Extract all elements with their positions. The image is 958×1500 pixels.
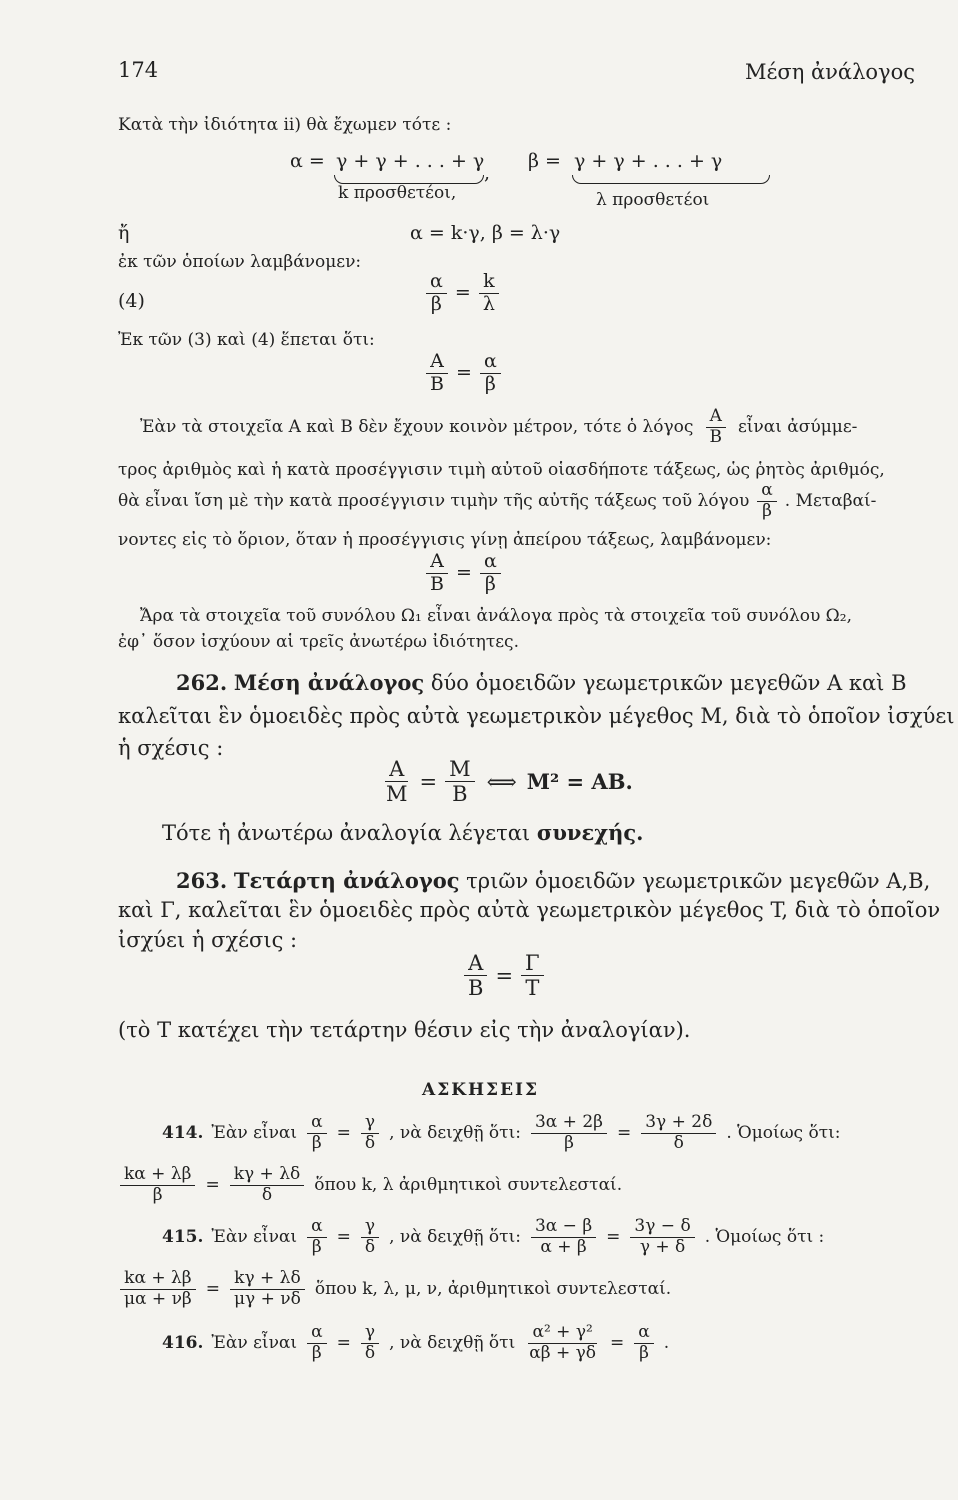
section-262-line-1 — [176, 670, 907, 695]
s262-rhs: M² = AB. — [526, 769, 633, 795]
e415-eq3: = — [205, 1279, 220, 1300]
e415-number: 415. — [162, 1227, 204, 1248]
eq6-equals: = — [456, 561, 472, 584]
exercise-415-line-2 — [118, 1270, 671, 1309]
p4-l1a: Ἐὰν τὰ στοιχεῖα A καὶ B δὲν ἔχουν κοινὸν μέτρον, τότε ὁ λόγος — [140, 417, 694, 438]
e416-number: 416. — [162, 1333, 204, 1354]
eq4-equals: = — [454, 281, 471, 304]
e414-f5n: kα + λβ — [120, 1166, 195, 1186]
eq4 — [424, 272, 501, 315]
e414-f4n: 3γ + 2δ — [641, 1114, 716, 1134]
exercise-416-line-1 — [162, 1324, 669, 1363]
s263-den2: T — [525, 976, 540, 1001]
e415-b: , νὰ δειχθῇ ὅτι: — [389, 1227, 521, 1248]
e415-f1d: β — [311, 1236, 322, 1257]
e415-f5d: μα + νβ — [124, 1288, 192, 1309]
eq6 — [424, 552, 503, 595]
beta-lhs: β = — [528, 150, 561, 172]
section-262-line-3: ἡ σχέσις : — [118, 736, 224, 760]
e416-f4n: α — [634, 1324, 653, 1344]
e414-f6n: kγ + λδ — [230, 1166, 305, 1186]
s262-num1: A — [385, 758, 408, 782]
beta-sum: γ + γ + . . . + γ — [574, 150, 723, 172]
section-263-rest: τριῶν ὁμοειδῶν γεωμετρικῶν μεγεθῶν A,B, — [466, 869, 931, 893]
p4-l3-den: β — [762, 500, 772, 521]
p4-l1-num: A — [706, 408, 726, 428]
eq6-num2: α — [480, 552, 501, 574]
e414-eq1: = — [336, 1123, 351, 1144]
e415-f4n: 3γ − δ — [630, 1218, 694, 1238]
sum-comma: , — [484, 162, 491, 184]
s262-num2: M — [445, 758, 475, 782]
e414-f4d: δ — [673, 1132, 684, 1153]
l-brace-label: λ προσθετέοι — [596, 190, 710, 210]
e416-eq2: = — [610, 1333, 625, 1354]
exercise-415-line-1 — [162, 1218, 824, 1257]
eq6-den1: B — [430, 572, 444, 595]
eq6-den2: β — [484, 572, 496, 595]
e414-f1d: β — [311, 1132, 322, 1153]
exercises-heading: ΑΣΚΗΣΕΙΣ — [422, 1080, 539, 1100]
e415-f3d: α + β — [540, 1236, 587, 1257]
s262-equals: = — [419, 769, 438, 794]
section-262-title: Μέση ἀνάλογος — [233, 670, 425, 695]
e416-f3d: αβ + γδ — [529, 1342, 597, 1363]
e415-f4d: γ + δ — [639, 1236, 686, 1257]
eq4-den1: β — [430, 292, 442, 315]
e415-a: Ἐὰν εἶναι — [211, 1227, 298, 1248]
e416-f4d: β — [639, 1342, 649, 1363]
s263-num1: A — [464, 952, 487, 976]
e415-f2d: δ — [364, 1236, 376, 1257]
e414-f1n: α — [307, 1114, 326, 1134]
eq4-num2: k — [479, 272, 499, 294]
e414-f5d: β — [152, 1184, 163, 1205]
e415-f6n: kγ + λδ — [230, 1270, 305, 1290]
e414-f2d: δ — [364, 1132, 376, 1153]
e415-f2n: γ — [361, 1218, 379, 1238]
or-word: ἤ — [118, 222, 130, 244]
p4-l3b: . Μεταβαί- — [784, 491, 877, 512]
e415-d: ὅπου k, λ, μ, ν, ἀριθμητικοὶ συντελεσταί. — [314, 1279, 672, 1300]
incommensurable-line-1 — [140, 408, 857, 447]
e414-f6d: δ — [261, 1184, 273, 1205]
e415-f5n: kα + λβ — [120, 1270, 195, 1290]
eq5-den1: B — [430, 372, 444, 395]
e415-eq2: = — [606, 1227, 621, 1248]
e414-b: , νὰ δειχθῇ ὅτι: — [389, 1123, 521, 1144]
s262-after-b: συνεχής. — [536, 820, 644, 845]
consequence-line: Ἐκ τῶν (3) καὶ (4) ἕπεται ὅτι: — [118, 330, 375, 350]
p4-l1-den: B — [709, 426, 722, 447]
e416-f2d: δ — [364, 1342, 376, 1363]
eq5-den2: β — [484, 372, 496, 395]
eq4-label: (4) — [118, 290, 145, 312]
section-263-line-3: ἰσχύει ἡ σχέσις : — [118, 928, 298, 952]
s262-den2: B — [452, 782, 468, 807]
incommensurable-line-4: νοντες εἰς τὸ ὅριον, ὅταν ἡ προσέγγισις γίνῃ ἀπείρου τάξεως, λαμβάνομεν: — [118, 530, 772, 550]
taking-line: ἐκ τῶν ὁποίων λαμβάνομεν: — [118, 252, 362, 272]
intro-line: Κατὰ τὴν ἰδιότητα ii) θὰ ἔχωμεν τότε : — [118, 115, 452, 135]
section-262-rest: δύο ὁμοειδῶν γεωμετρικῶν μεγεθῶν A καὶ B — [430, 671, 907, 695]
e415-f1n: α — [307, 1218, 326, 1238]
running-title: Μέση ἀνάλογος — [745, 60, 916, 84]
s262-after-a: Τότε ἡ ἀνωτέρω ἀναλογία λέγεται — [162, 821, 531, 845]
section-263-number: 263. — [176, 868, 228, 893]
incommensurable-line-2: τρος ἀριθμὸς καὶ ἡ κατὰ προσέγγισιν τιμὴ αὐτοῦ οἱασδήποτε τάξεως, ὡς ῥητὸς ἀριθμός, — [118, 460, 885, 480]
eq6-num1: A — [426, 552, 448, 574]
section-262-after — [162, 820, 643, 845]
p4-l3a: θὰ εἶναι ἴση μὲ τὴν κατὰ προσέγγισιν τιμὴν τῆς αὐτῆς τάξεως τοῦ λόγου — [118, 491, 750, 512]
e416-f3n: α² + γ² — [528, 1324, 596, 1344]
eq5-num2: α — [480, 352, 501, 374]
e414-number: 414. — [162, 1123, 204, 1144]
e414-eq3: = — [205, 1175, 220, 1196]
s262-den1: M — [386, 782, 408, 807]
conclusion-line-1: Ἄρα τὰ στοιχεῖα τοῦ συνόλου Ω₁ εἶναι ἀνάλογα πρὸς τὰ στοιχεῖα τοῦ συνόλου Ω₂, — [140, 606, 852, 626]
section-262-equation — [380, 758, 633, 805]
e416-f2n: γ — [361, 1324, 379, 1344]
section-263-line-2: καὶ Γ, καλεῖται ἓν ὁμοειδὲς πρὸς αὐτὰ γεωμετρικὸν μέγεθος T, διὰ τὸ ὁποῖον — [118, 898, 941, 922]
section-262-number: 262. — [176, 670, 228, 695]
e415-f3n: 3α − β — [531, 1218, 596, 1238]
eq4-num1: α — [426, 272, 447, 294]
eq5 — [424, 352, 503, 395]
l-brace — [572, 175, 770, 184]
s263-den1: B — [468, 976, 484, 1001]
s263-equals: = — [495, 963, 514, 988]
e414-d: ὅπου k, λ ἀριθμητικοὶ συντελεσταί. — [314, 1175, 623, 1196]
s262-arrow: ⟺ — [486, 769, 517, 794]
e415-f6d: μγ + νδ — [234, 1288, 301, 1309]
e414-f3n: 3α + 2β — [531, 1114, 607, 1134]
eq5-num1: A — [426, 352, 448, 374]
eq4-den2: λ — [482, 292, 495, 315]
exercise-414-line-2 — [118, 1166, 622, 1205]
e414-f3d: β — [564, 1132, 574, 1153]
e414-a: Ἐὰν εἶναι — [211, 1123, 298, 1144]
e415-eq1: = — [336, 1227, 351, 1248]
section-263-line-1 — [176, 868, 930, 893]
section-263-equation — [462, 952, 546, 999]
conclusion-line-2: ἐφ᾽ ὅσον ἰσχύουν αἱ τρεῖς ἀνωτέρω ἰδιότητες. — [118, 632, 519, 652]
eq5-equals: = — [456, 361, 472, 384]
e416-c: . — [663, 1333, 670, 1354]
e414-eq2: = — [616, 1123, 632, 1144]
e416-f1d: β — [311, 1342, 322, 1363]
s263-num2: Γ — [521, 952, 544, 976]
alpha-lhs: α = — [290, 150, 325, 172]
section-263-after: (τὸ T κατέχει τὴν τετάρτην θέσιν εἰς τὴν ἀναλογίαν). — [118, 1018, 691, 1042]
exercise-414-line-1 — [162, 1114, 841, 1153]
incommensurable-line-3 — [118, 482, 876, 521]
p4-l3-num: α — [757, 482, 776, 502]
e416-a: Ἐὰν εἶναι — [211, 1333, 298, 1354]
alpha-sum: γ + γ + . . . + γ — [336, 150, 485, 172]
e415-c: . Ὁμοίως ὅτι : — [704, 1227, 825, 1248]
p4-l1b: εἶναι ἀσύμμε- — [737, 417, 858, 438]
product-equation: α = k·γ, β = λ·γ — [410, 222, 561, 244]
section-262-line-2: καλεῖται ἓν ὁμοειδὲς πρὸς αὐτὰ γεωμετρικὸν μέγεθος M, διὰ τὸ ὁποῖον ἰσχύει — [118, 704, 955, 728]
e416-b: , νὰ δειχθῇ ὅτι — [389, 1333, 516, 1354]
e414-f2n: γ — [361, 1114, 379, 1134]
k-brace-label: k προσθετέοι, — [338, 183, 457, 203]
e414-c: . Ὁμοίως ὅτι: — [726, 1123, 841, 1144]
page-number: 174 — [118, 58, 159, 82]
e416-f1n: α — [307, 1324, 326, 1344]
e416-eq1: = — [336, 1333, 351, 1354]
section-263-title: Τετάρτη ἀνάλογος — [233, 868, 460, 893]
